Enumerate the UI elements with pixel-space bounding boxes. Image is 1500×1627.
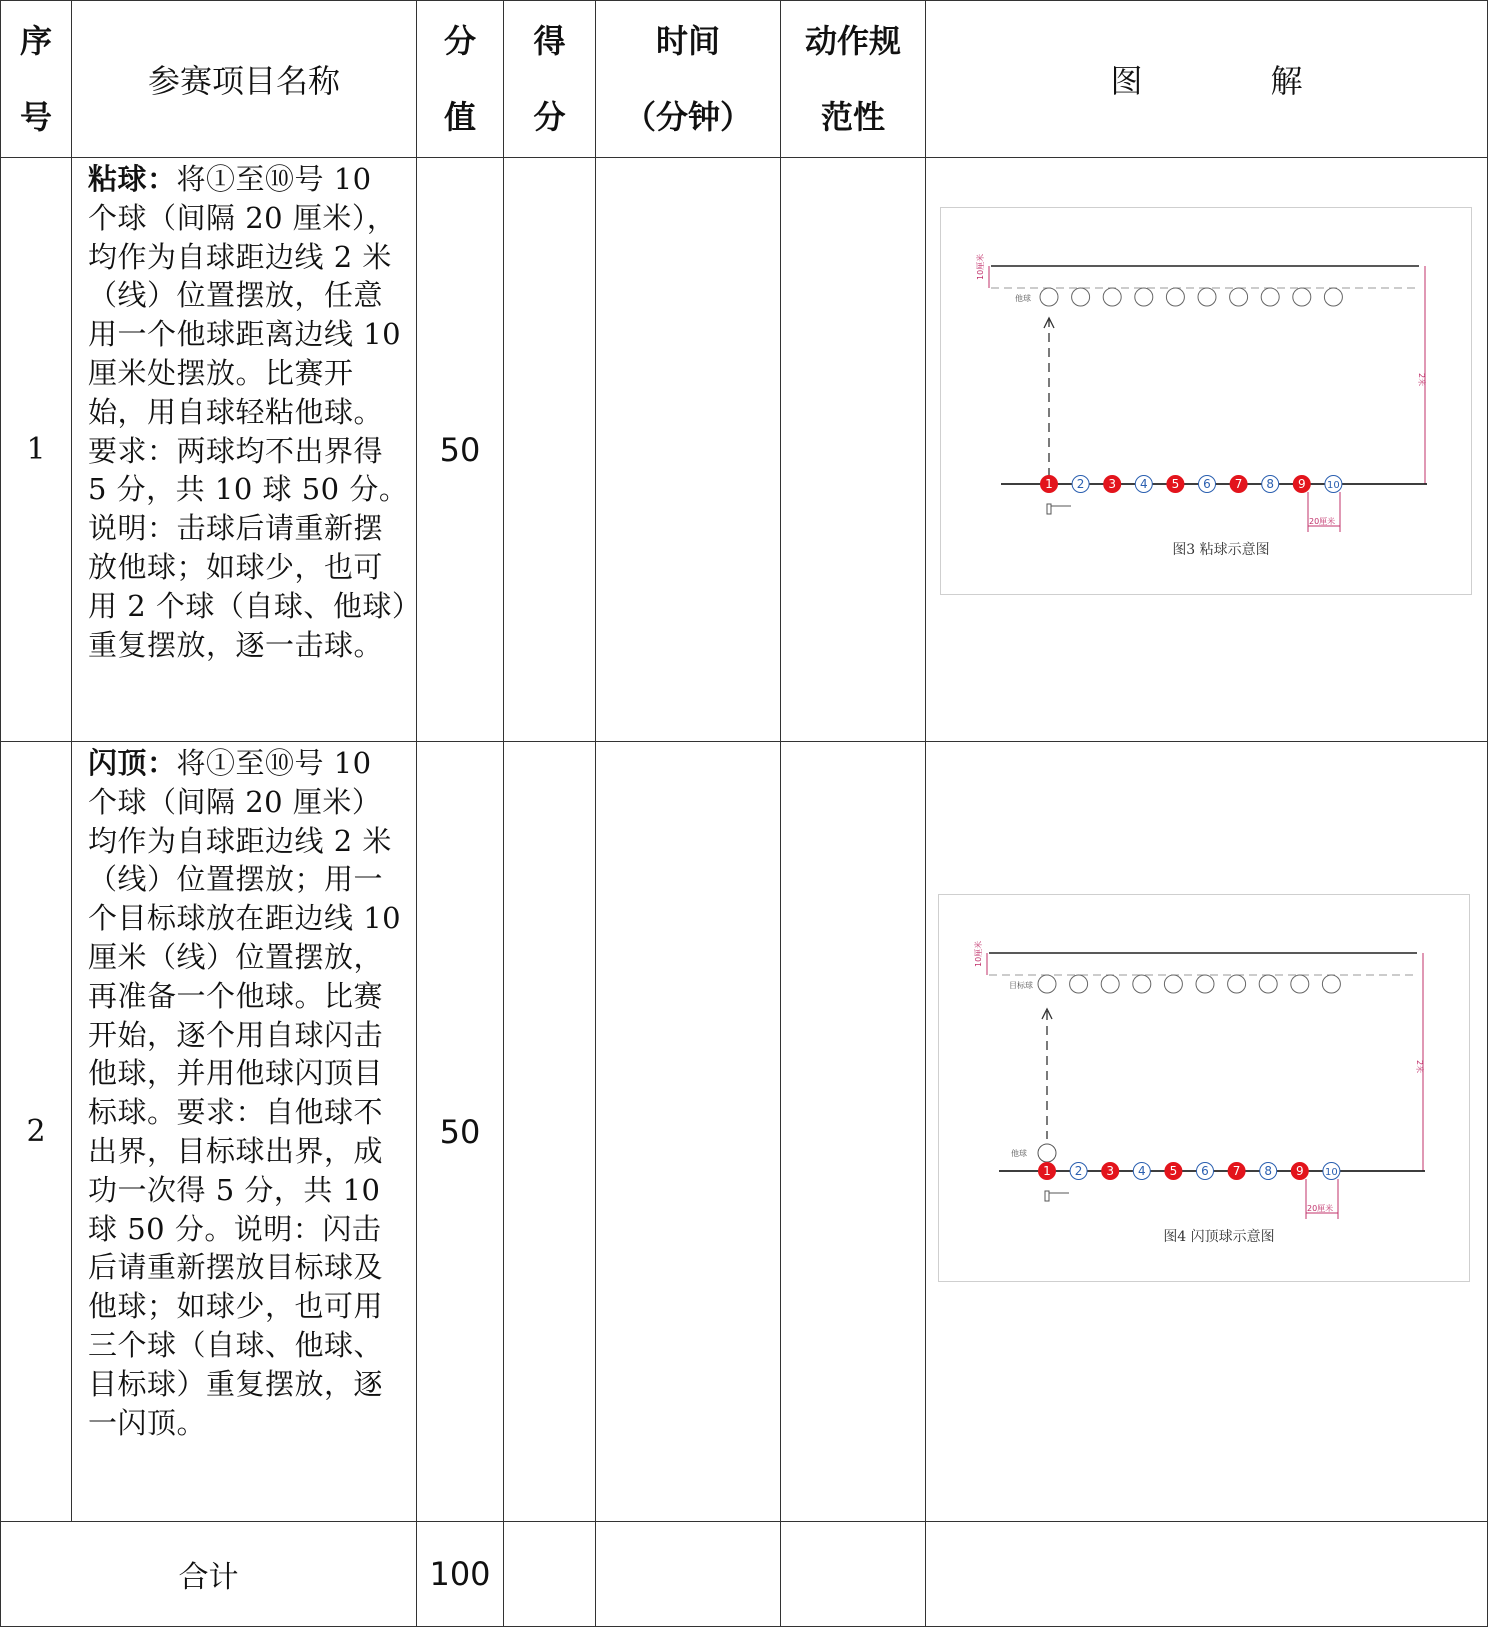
total-norm-cell[interactable] [781, 1522, 926, 1627]
table-row [1, 158, 1488, 742]
total-row [1, 1522, 1488, 1627]
ball-number-label: 2 [1074, 1164, 1083, 1178]
other-ball-label: 他球 [1011, 1149, 1027, 1158]
placed-ball [1324, 288, 1342, 306]
header-time-bottom: （分钟） [623, 98, 752, 136]
placed-ball [1291, 975, 1309, 993]
placed-ball [1261, 288, 1279, 306]
spacing-label: 20厘米 [1309, 517, 1336, 526]
ball-number-label: 5 [1169, 1164, 1178, 1178]
header-diagram: 图 解 [926, 1, 1488, 158]
ball-number-label: 3 [1108, 477, 1117, 491]
placed-ball [1322, 975, 1340, 993]
figure-sticky-ball [940, 207, 1472, 595]
total-label: 合计 [1, 1522, 417, 1627]
placed-ball [1133, 975, 1151, 993]
row-diagram-cell [926, 742, 1488, 1522]
figure-caption: 图3 粘球示意图 [1172, 542, 1270, 558]
header-row [1, 1, 1488, 158]
placed-ball [1040, 288, 1058, 306]
total-points: 100 [417, 1522, 504, 1627]
ball-number-label: 9 [1295, 1164, 1304, 1178]
row-score-cell[interactable] [504, 158, 596, 742]
placed-ball [1070, 975, 1088, 993]
placed-ball [1228, 975, 1246, 993]
spacing-label: 20厘米 [1307, 1204, 1334, 1213]
header-seq-top: 序 [19, 22, 52, 60]
ball-number-label: 2 [1076, 477, 1085, 491]
ball-number-label: 6 [1201, 1164, 1209, 1178]
ball-number-label: 4 [1139, 477, 1148, 491]
placed-ball [1164, 975, 1182, 993]
row-body: 将①至⑩号 10 个球（间隔 20 厘米）均作为自球距边线 2 米（线）位置摆放；用一个目标球放在距边线 10 厘米（线）位置摆放，再准备一个他球。比赛开始，逐个用自球闪击他球，并用他球闪顶目标球。要求：自他球不出界，目标球出界，成功一次得 5 分，共 10 球 50 分。说明：闪击后请重新摆放目标球及他球；如球少，也可用三个球（自球、他球、目标球）重复摆放，逐一闪顶。 [88, 746, 402, 1440]
row-time-cell[interactable] [596, 742, 781, 1522]
figure-caption: 图4 闪顶球示意图 [1163, 1229, 1275, 1245]
placed-ball [1293, 288, 1311, 306]
ball-number-label: 5 [1171, 477, 1180, 491]
row-norm-cell[interactable] [781, 158, 926, 742]
ball-number-label: 1 [1043, 1164, 1051, 1178]
distance-label: 2米 [1415, 1060, 1424, 1074]
header-score-bottom: 分 [533, 98, 566, 136]
header-time-top: 时间 [655, 22, 720, 60]
total-diagram-cell [926, 1522, 1488, 1627]
placed-ball [1038, 975, 1056, 993]
row-title: 粘球： [88, 162, 177, 196]
ball-number-label: 10 [1325, 1167, 1338, 1178]
header-norm [781, 1, 926, 158]
ball-number-label: 9 [1297, 477, 1306, 491]
ball-number-label: 7 [1232, 1164, 1241, 1178]
row-diagram-cell [926, 158, 1488, 742]
placed-ball [1230, 288, 1248, 306]
ball-number-label: 8 [1266, 477, 1275, 491]
top-ball-row [1040, 288, 1342, 306]
row-body: 将①至⑩号 10 个球（间隔 20 厘米），均作为自球距边线 2 米（线）位置摆放，任意用一个他球距离边线 10 厘米处摆放。比赛开始，用自球轻粘他球。要求：两球均不出界得 5 分，共 10 球 50 分。说明：击球后请重新摆放他球；如球少，也可用 2 个球（自球、他球）重复摆放，逐一击球。 [88, 162, 409, 662]
ball-number-label: 4 [1137, 1164, 1146, 1178]
header-name: 参赛项目名称 [72, 1, 417, 158]
header-points-bottom: 值 [443, 98, 476, 136]
header-norm-bottom: 范性 [820, 98, 885, 136]
ball-number-label: 6 [1203, 477, 1211, 491]
header-seq-bottom: 号 [19, 98, 52, 136]
header-time [596, 1, 781, 158]
top-gap-label: 10厘米 [974, 940, 983, 967]
flash-ball-diagram [939, 895, 1469, 1281]
sticky-ball-diagram [941, 208, 1471, 594]
placed-ball [1135, 288, 1153, 306]
header-score-top: 得 [533, 22, 566, 60]
other-ball-label: 他球 [1015, 294, 1031, 303]
table-row [1, 742, 1488, 1522]
placed-ball [1259, 975, 1277, 993]
ball-number-label: 7 [1234, 477, 1243, 491]
header-norm-top: 动作规 [804, 22, 901, 60]
row-seq: 2 [1, 742, 72, 1522]
header-points-top: 分 [443, 22, 476, 60]
top-ball-row [1038, 975, 1340, 993]
header-score [504, 1, 596, 158]
header-seq [1, 1, 72, 158]
target-ball-label: 目标球 [1009, 981, 1033, 990]
row-description [72, 158, 417, 742]
ball-number-label: 3 [1106, 1164, 1115, 1178]
row-points: 50 [417, 742, 504, 1522]
distance-label: 2米 [1417, 373, 1426, 387]
row-seq: 1 [1, 158, 72, 742]
row-time-cell[interactable] [596, 158, 781, 742]
placed-ball [1101, 975, 1119, 993]
row-norm-cell[interactable] [781, 742, 926, 1522]
placed-ball [1166, 288, 1184, 306]
ball-number-label: 8 [1264, 1164, 1273, 1178]
top-gap-label: 10厘米 [976, 253, 985, 280]
ball-number-label: 1 [1045, 477, 1053, 491]
figure-flash-ball [938, 894, 1470, 1282]
row-points: 50 [417, 158, 504, 742]
row-score-cell[interactable] [504, 742, 596, 1522]
total-score-cell[interactable] [504, 1522, 596, 1627]
placed-ball [1072, 288, 1090, 306]
row-description [72, 742, 417, 1522]
placed-ball [1103, 288, 1121, 306]
placed-ball [1196, 975, 1214, 993]
total-time-cell[interactable] [596, 1522, 781, 1627]
row-title: 闪顶： [88, 746, 177, 780]
header-points [417, 1, 504, 158]
ball-number-label: 10 [1327, 480, 1340, 491]
placed-ball [1198, 288, 1216, 306]
